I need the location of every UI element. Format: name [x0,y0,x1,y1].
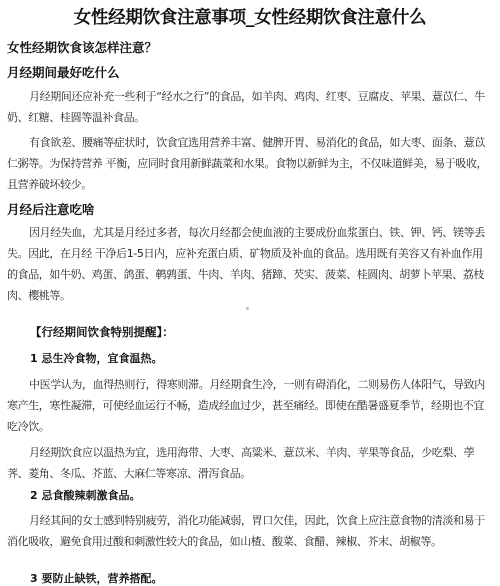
paragraph: 因月经失血，尤其是月经过多者，每次月经都会使血液的主要成份血浆蛋白、铁、钾、钙、镁等丢失。因此，在月经 干净后1-5日内，应补充蛋白质、矿物质及补血的食品。选用既有美容又有补血作用的食品，如牛奶、鸡蛋、鸽蛋、鹌鹑蛋、牛肉、羊肉、猪蹄、芡实、菠菜、桂圆肉、胡萝卜苹果、荔枝肉、樱桃等。 [7,226,485,302]
question-heading: 女性经期饮食该怎样注意？ [7,40,158,55]
reminder-heading: 【行经期间饮食特别提醒】： [30,325,174,339]
article-title: 女性经期饮食注意事项_女性经期饮食注意什么 [73,8,427,28]
paragraph: 月经期间还应补充一些利于“经水之行”的食品，如羊肉、鸡肉、红枣、豆腐皮、苹果、薏苡仁、牛奶、红糖、桂圆等温补食品。 [7,90,485,124]
paragraph: 中医学认为，血得热则行，得寒则滞。月经期食生冷，一则有碍消化，二则易伤人体阳气，导致内寒产生，寒性凝滞，可使经血运行不畅，造成经血过少，甚至痛经。即使在酷暑盛夏季节，经期也不宜吃冷饮。 [7,378,485,433]
paragraph: 月经期饮食应以温热为宜，选用海带、大枣、高粱米、薏苡米、羊肉、苹果等食品，少吃梨、荸荠、菱角、冬瓜、芥蓝、大麻仁等寒凉、滑泻食品。 [7,446,475,480]
divider-dot [246,307,249,310]
section-heading-after-period: 月经后注意吃啥 [7,202,95,217]
paragraph: 月经其间的女士感到特别疲劳，消化功能减弱，胃口欠佳，因此，饮食上应注意食物的清淡和易于消化吸收，避免食用过酸和刺激性较大的食品，如山楂、酸菜、食醋、辣椒、芥末、胡椒等。 [7,514,485,548]
reminder-item-heading: 1 忌生冷食物，宜食温热。 [30,352,163,365]
reminder-item-heading: 3 要防止缺铁，营养搭配。 [30,572,163,585]
reminder-item-heading: 2 忌食酸辣刺激食品。 [30,489,141,502]
paragraph: 有食欲差、腰痛等症状时，饮食宜选用营养丰富、健脾开胃、易消化的食品，如大枣、面条、薏苡仁粥等。为保持营养 平衡，应同时食用新鲜蔬菜和水果。食物以新鲜为主，不仅味道鲜美，易于吸收，且营养破坏较少。 [7,136,488,191]
section-heading-during-period: 月经期间最好吃什么 [7,65,120,80]
